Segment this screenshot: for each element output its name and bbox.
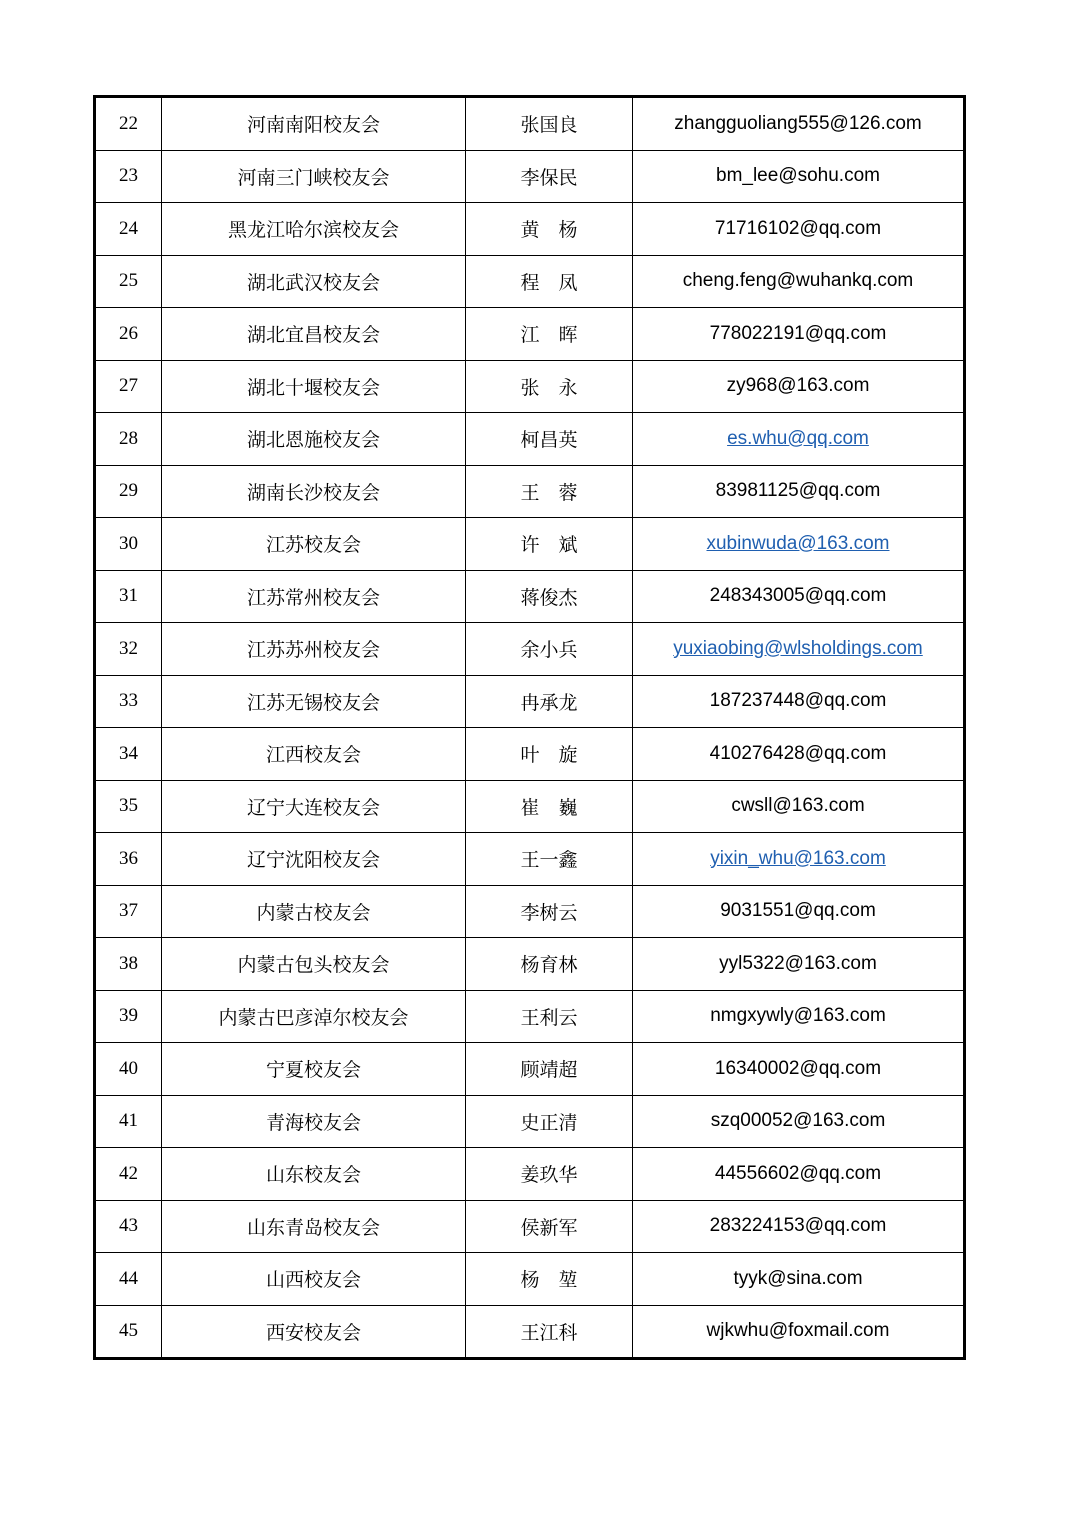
row-number: 35 — [95, 780, 162, 833]
contact-person: 顾靖超 — [466, 1043, 633, 1096]
contact-person: 黄 杨 — [466, 203, 633, 256]
email-link[interactable]: xubinwuda@163.com — [706, 532, 890, 554]
row-number: 23 — [95, 150, 162, 203]
contact-person: 王利云 — [466, 990, 633, 1043]
email-cell — [633, 623, 965, 676]
alumni-association-name: 河南南阳校友会 — [162, 97, 466, 151]
email-cell — [633, 413, 965, 466]
email-cell: 83981125@qq.com — [633, 465, 965, 518]
contact-person: 蒋俊杰 — [466, 570, 633, 623]
table-row — [95, 623, 965, 676]
email-cell: 410276428@qq.com — [633, 728, 965, 781]
row-number: 24 — [95, 203, 162, 256]
table-row — [95, 413, 965, 466]
alumni-association-name: 湖北宜昌校友会 — [162, 308, 466, 361]
row-number: 25 — [95, 255, 162, 308]
table-row — [95, 1253, 965, 1306]
alumni-association-name: 内蒙古校友会 — [162, 885, 466, 938]
table-row — [95, 675, 965, 728]
alumni-association-name: 宁夏校友会 — [162, 1043, 466, 1096]
alumni-association-name: 江苏苏州校友会 — [162, 623, 466, 676]
alumni-association-name: 山东青岛校友会 — [162, 1200, 466, 1253]
table-row — [95, 780, 965, 833]
row-number: 34 — [95, 728, 162, 781]
alumni-association-name: 内蒙古巴彦淖尔校友会 — [162, 990, 466, 1043]
table-row — [95, 465, 965, 518]
email-cell: 71716102@qq.com — [633, 203, 965, 256]
table-row — [95, 1095, 965, 1148]
email-cell: yyl5322@163.com — [633, 938, 965, 991]
email-link[interactable]: yuxiaobing@wlsholdings.com — [673, 637, 923, 659]
alumni-association-name: 青海校友会 — [162, 1095, 466, 1148]
table-row — [95, 97, 965, 151]
alumni-association-name: 湖北恩施校友会 — [162, 413, 466, 466]
contact-person: 王一鑫 — [466, 833, 633, 886]
table-row — [95, 518, 965, 571]
table-row — [95, 833, 965, 886]
alumni-association-name: 江西校友会 — [162, 728, 466, 781]
row-number: 26 — [95, 308, 162, 361]
row-number: 41 — [95, 1095, 162, 1148]
alumni-association-name: 山东校友会 — [162, 1148, 466, 1201]
row-number: 42 — [95, 1148, 162, 1201]
row-number: 39 — [95, 990, 162, 1043]
contact-person: 江 晖 — [466, 308, 633, 361]
row-number: 28 — [95, 413, 162, 466]
contact-person: 姜玖华 — [466, 1148, 633, 1201]
email-cell: bm_lee@sohu.com — [633, 150, 965, 203]
table-row — [95, 570, 965, 623]
table-row — [95, 1148, 965, 1201]
table-body — [95, 97, 965, 1359]
contact-person: 许 斌 — [466, 518, 633, 571]
row-number: 44 — [95, 1253, 162, 1306]
contact-person: 冉承龙 — [466, 675, 633, 728]
email-cell: cwsll@163.com — [633, 780, 965, 833]
email-link[interactable]: es.whu@qq.com — [727, 427, 869, 449]
table-row — [95, 1043, 965, 1096]
email-cell: 283224153@qq.com — [633, 1200, 965, 1253]
alumni-association-name: 湖北武汉校友会 — [162, 255, 466, 308]
email-cell: 16340002@qq.com — [633, 1043, 965, 1096]
contact-person: 余小兵 — [466, 623, 633, 676]
email-cell: wjkwhu@foxmail.com — [633, 1305, 965, 1359]
table-row — [95, 203, 965, 256]
contact-person: 史正清 — [466, 1095, 633, 1148]
row-number: 32 — [95, 623, 162, 676]
alumni-association-name: 江苏校友会 — [162, 518, 466, 571]
table-row — [95, 728, 965, 781]
alumni-association-name: 西安校友会 — [162, 1305, 466, 1359]
table-row — [95, 150, 965, 203]
table-row — [95, 255, 965, 308]
contact-person: 张国良 — [466, 97, 633, 151]
row-number: 30 — [95, 518, 162, 571]
contact-person: 李保民 — [466, 150, 633, 203]
row-number: 29 — [95, 465, 162, 518]
row-number: 22 — [95, 97, 162, 151]
table-row — [95, 1305, 965, 1359]
table-row — [95, 308, 965, 361]
email-cell: zy968@163.com — [633, 360, 965, 413]
alumni-contact-table — [93, 95, 966, 1360]
contact-person: 杨 堃 — [466, 1253, 633, 1306]
table-row — [95, 938, 965, 991]
email-cell: 9031551@qq.com — [633, 885, 965, 938]
table-row — [95, 1200, 965, 1253]
row-number: 43 — [95, 1200, 162, 1253]
row-number: 31 — [95, 570, 162, 623]
email-cell: 248343005@qq.com — [633, 570, 965, 623]
table-row — [95, 885, 965, 938]
alumni-association-name: 河南三门峡校友会 — [162, 150, 466, 203]
contact-person: 侯新军 — [466, 1200, 633, 1253]
row-number: 45 — [95, 1305, 162, 1359]
alumni-association-name: 辽宁大连校友会 — [162, 780, 466, 833]
contact-person: 王 蓉 — [466, 465, 633, 518]
row-number: 40 — [95, 1043, 162, 1096]
alumni-association-name: 湖北十堰校友会 — [162, 360, 466, 413]
alumni-association-name: 山西校友会 — [162, 1253, 466, 1306]
table-row — [95, 990, 965, 1043]
contact-person: 李树云 — [466, 885, 633, 938]
email-cell: cheng.feng@wuhankq.com — [633, 255, 965, 308]
email-link[interactable]: yixin_whu@163.com — [710, 847, 886, 869]
contact-person: 王江科 — [466, 1305, 633, 1359]
row-number: 37 — [95, 885, 162, 938]
row-number: 27 — [95, 360, 162, 413]
email-cell: szq00052@163.com — [633, 1095, 965, 1148]
email-cell — [633, 518, 965, 571]
alumni-association-name: 江苏常州校友会 — [162, 570, 466, 623]
contact-person: 崔 巍 — [466, 780, 633, 833]
row-number: 33 — [95, 675, 162, 728]
contact-person: 杨育林 — [466, 938, 633, 991]
contact-person: 程 凤 — [466, 255, 633, 308]
alumni-association-name: 湖南长沙校友会 — [162, 465, 466, 518]
email-cell: 187237448@qq.com — [633, 675, 965, 728]
alumni-association-name: 江苏无锡校友会 — [162, 675, 466, 728]
table-row — [95, 360, 965, 413]
contact-person: 张 永 — [466, 360, 633, 413]
contact-person: 叶 旋 — [466, 728, 633, 781]
email-cell: zhangguoliang555@126.com — [633, 97, 965, 151]
email-cell: 778022191@qq.com — [633, 308, 965, 361]
alumni-association-name: 辽宁沈阳校友会 — [162, 833, 466, 886]
email-cell: 44556602@qq.com — [633, 1148, 965, 1201]
contact-person: 柯昌英 — [466, 413, 633, 466]
email-cell: nmgxywly@163.com — [633, 990, 965, 1043]
email-cell — [633, 833, 965, 886]
alumni-association-name: 内蒙古包头校友会 — [162, 938, 466, 991]
alumni-association-name: 黑龙江哈尔滨校友会 — [162, 203, 466, 256]
email-cell: tyyk@sina.com — [633, 1253, 965, 1306]
row-number: 38 — [95, 938, 162, 991]
row-number: 36 — [95, 833, 162, 886]
